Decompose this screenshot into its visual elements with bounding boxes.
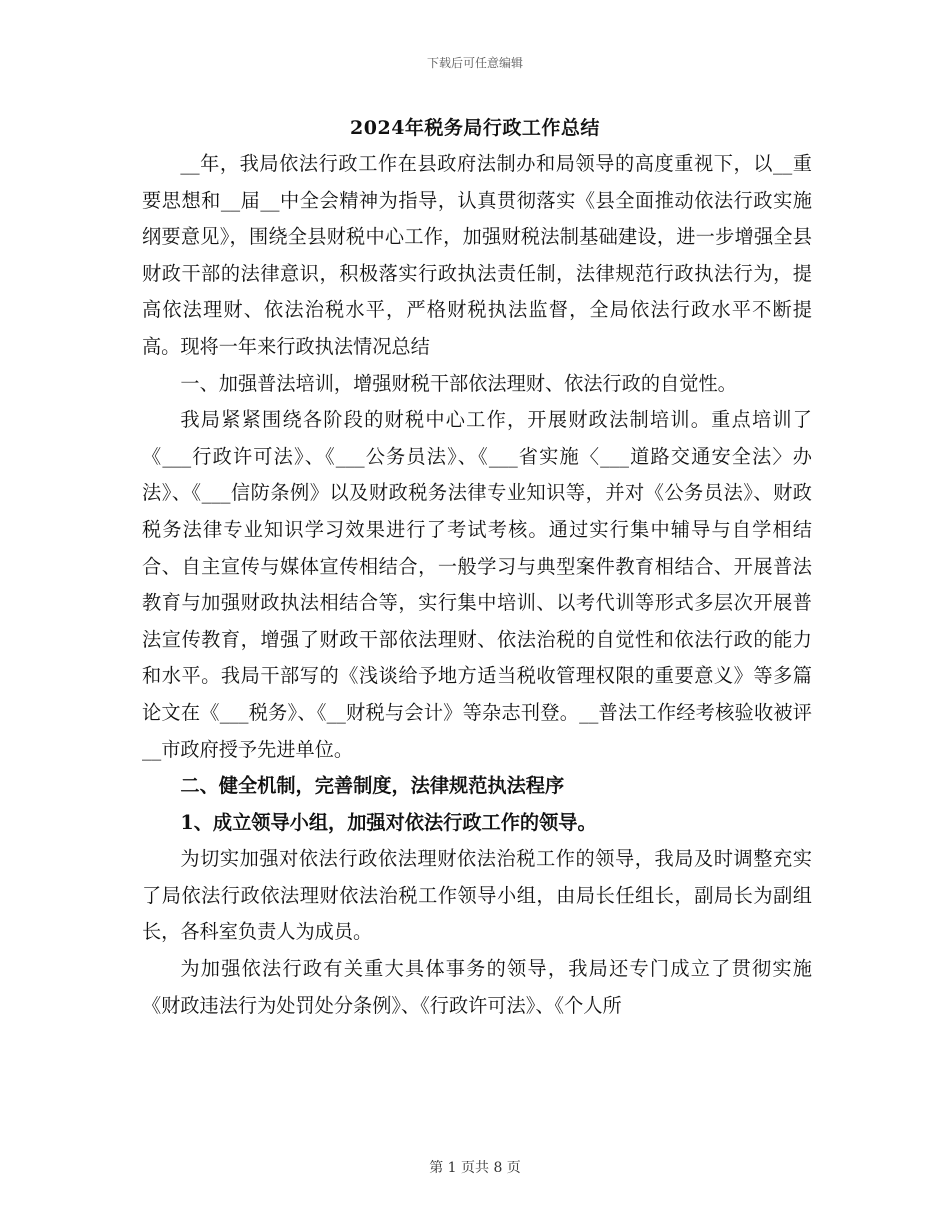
section-one-paragraph: 我局紧紧围绕各阶段的财税中心工作，开展财政法制培训。重点培训了《___行政许可法》、《___公务员法》、《___省实施〈___道路交通安全法〉办法》、《___信防条例》以及财政税务法律专业知识等，并对《公务员法》、财政税务法律专业知识学习效果进行了考试考核。通过实行集中辅导与自学相结合、自主宣传与媒体宣传相结合，一般学习与典型案件教育相结合、开展普法教育与加强财政执法相结合等，实行集中培训、以考代训等形式多层次开展普法宣传教育，增强了财政干部依法理财、依法治税的自觉性和依法行政的能力和水平。我局干部写的《浅谈给予地方适当税收管理权限的重要意义》等多篇论文在《___税务》、《__财税与会计》等杂志刊登。__普法工作经考核验收被评__市政府授予先进单位。 xyxy=(142,408,812,761)
page-footer: 第 1 页共 8 页 xyxy=(429,1160,521,1176)
intro-paragraph: __年，我局依法行政工作在县政府法制办和局领导的高度重视下，以__重要思想和__届__中全会精神为指导，认真贯彻落实《县全面推动依法行政实施纲要意见》，围绕全县财税中心工作，加强财税法制基础建设，进一步增强全县财政干部的法律意识，积极落实行政执法责任制，法律规范行政执法行为，提高依法理财、依法治税水平，严格财税执法监督，全局依法行政水平不断提高。现将一年来行政执法情况总结 xyxy=(142,152,812,358)
document-title: 2024年税务局行政工作总结 xyxy=(350,117,600,139)
subsection-one-heading: 1、成立领导小组，加强对依法行政工作的领导。 xyxy=(180,810,597,834)
page-header: 下载后可任意编辑 xyxy=(426,56,523,70)
subsection-one-paragraph: 为切实加强对依法行政依法理财依法治税工作的领导，我局及时调整充实了局依法行政依法理财依法治税工作领导小组，由局长任组长，副局长为副组长，各科室负责人为成员。 xyxy=(142,847,812,944)
document-body xyxy=(142,146,812,1024)
subsection-one-paragraph-continued: 为加强依法行政有关重大具体事务的领导，我局还专门成立了贯彻实施《财政违法行为处罚处分条例》、《行政许可法》、《个人所 xyxy=(142,957,812,1017)
section-one-heading: 一、加强普法培训，增强财税干部依法理财、依法行政的自觉性。 xyxy=(180,371,737,395)
section-two-heading: 二、健全机制，完善制度，法律规范执法程序 xyxy=(180,774,565,798)
